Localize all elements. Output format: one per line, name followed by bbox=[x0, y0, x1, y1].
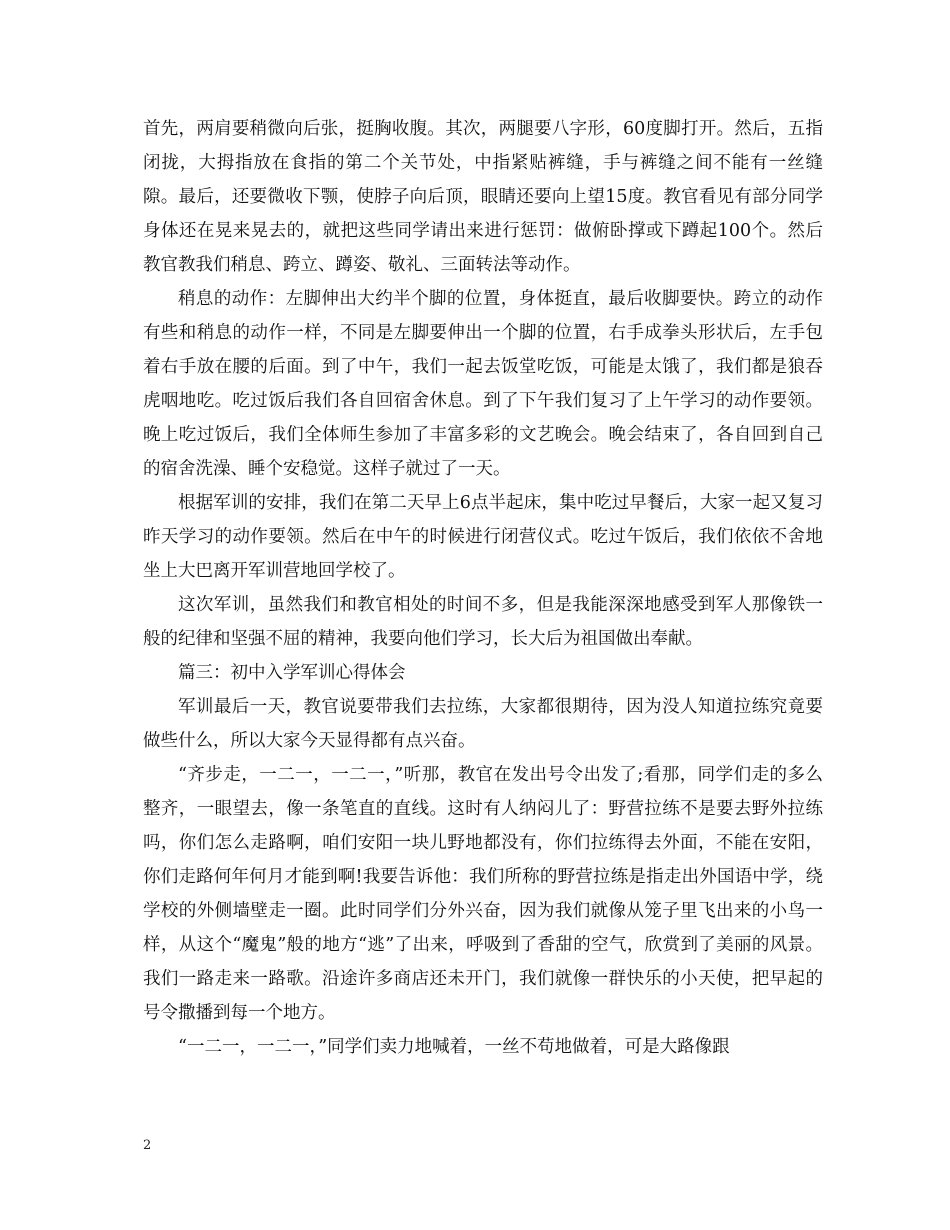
paragraph-4: 这次军训，虽然我们和教官相处的时间不多，但是我能深深地感受到军人那像铁一般的纪律和坚强不屈的精神，我要向他们学习，长大后为祖国做出奉献。 bbox=[143, 595, 823, 649]
section-heading: 篇三：初中入学军训心得体会 bbox=[178, 663, 406, 683]
paragraph-1: 首先，两肩要稍微向后张，挺胸收腹。其次，两腿要八字形，60度脚打开。然后，五指闭拢，大拇指放在食指的第二个关节处，中指紧贴裤缝，手与裤缝之间不能有一丝缝隙。最后，还要微收下颚，使脖子向后顶，眼睛还要向上望15度。教官看见有部分同学身体还在晃来晃去的，就把这些同学请出来进行惩罚：做俯卧撑或下蹲起100个。然后教官教我们稍息、跨立、蹲姿、敬礼、三面转法等动作。 bbox=[143, 119, 823, 275]
document-body bbox=[143, 112, 823, 1064]
page-number: 2 bbox=[143, 1138, 152, 1153]
paragraph-5: 军训最后一天，教官说要带我们去拉练，大家都很期待，因为没人知道拉练究竟要做些什么，所以大家今天显得都有点兴奋。 bbox=[143, 697, 823, 751]
paragraph-7: “一二一，一二一，”同学们卖力地喊着，一丝不苟地做着，可是大路像跟 bbox=[178, 1037, 730, 1057]
paragraph-6: “齐步走，一二一，一二一，”听那，教官在发出号令出发了;看那，同学们走的多么整齐，一眼望去，像一条笔直的直线。这时有人纳闷儿了：野营拉练不是要去野外拉练吗，你们怎么走路啊，咱们安阳一块儿野地都没有，你们拉练得去外面，不能在安阳，你们走路何年何月才能到啊!我要告诉他：我们所称的野营拉练是指走出外国语中学，绕学校的外侧墙壁走一圈。此时同学们分外兴奋，因为我们就像从笼子里飞出来的小鸟一样，从这个“魔鬼”般的地方“逃”了出来，呼吸到了香甜的空气，欣赏到了美丽的风景。我们一路走来一路歌。沿途许多商店还未开门，我们就像一群快乐的小天使，把早起的号令撒播到每一个地方。 bbox=[143, 765, 823, 1023]
paragraph-3: 根据军训的安排，我们在第二天早上6点半起床，集中吃过早餐后，大家一起又复习昨天学习的动作要领。然后在中午的时候进行闭营仪式。吃过午饭后，我们依依不舍地坐上大巴离开军训营地回学校了。 bbox=[143, 493, 823, 581]
paragraph-2: 稍息的动作：左脚伸出大约半个脚的位置，身体挺直，最后收脚要快。跨立的动作有些和稍息的动作一样，不同是左脚要伸出一个脚的位置，右手成拳头形状后，左手包着右手放在腰的后面。到了中午，我们一起去饭堂吃饭，可能是太饿了，我们都是狼吞虎咽地吃。吃过饭后我们各自回宿舍休息。到了下午我们复习了上午学习的动作要领。晚上吃过饭后，我们全体师生参加了丰富多彩的文艺晚会。晚会结束了，各自回到自己的宿舍洗澡、睡个安稳觉。这样子就过了一天。 bbox=[143, 289, 823, 479]
